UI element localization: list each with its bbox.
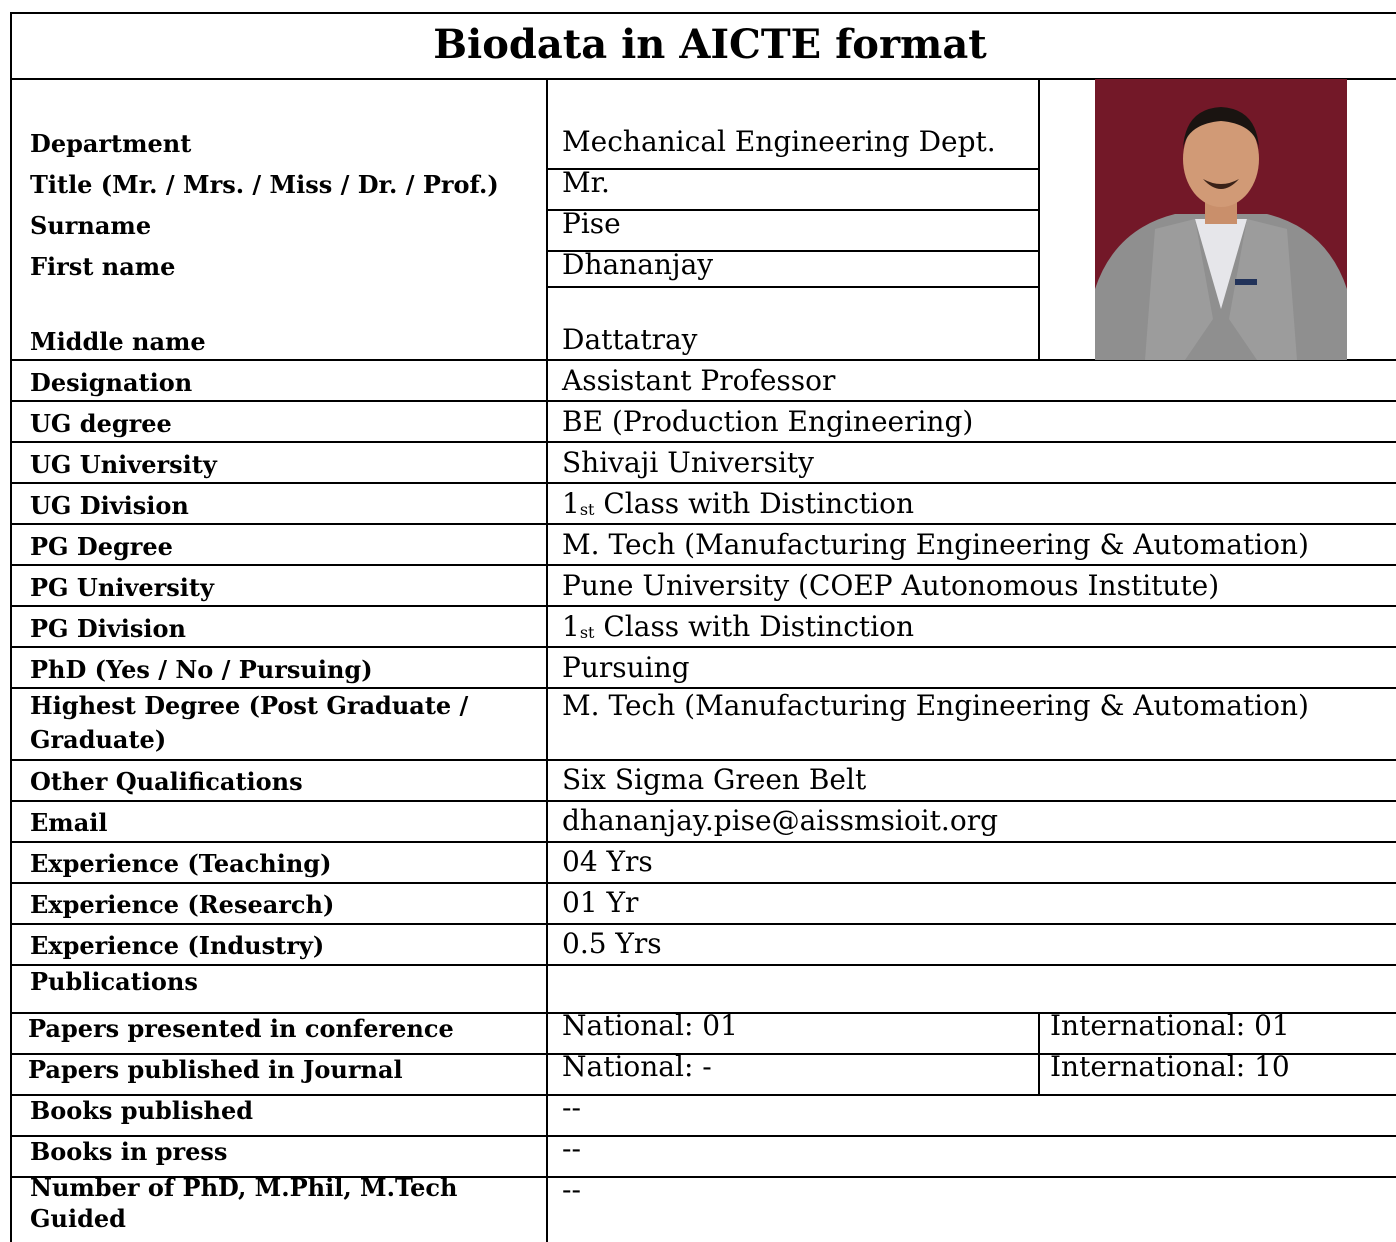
other-qualifications-value: Six Sigma Green Belt: [562, 763, 867, 796]
biodata-document: [10, 12, 1396, 1242]
experience-industry-value: 0.5 Yrs: [562, 927, 662, 960]
email-value: dhananjay.pise@aissmsioit.org: [562, 804, 998, 837]
profile-photo: [1095, 79, 1347, 360]
first-name-label: First name: [30, 252, 176, 281]
row-divider: [10, 800, 1396, 802]
department-value: Mechanical Engineering Dept.: [562, 125, 996, 158]
papers-conference-national: National: 01: [562, 1009, 738, 1042]
experience-research-value: 01 Yr: [562, 886, 639, 919]
publications-label: Publications: [30, 967, 198, 996]
column-divider: [546, 78, 548, 1242]
row-divider: [10, 882, 1396, 884]
ug-division-label: UG Division: [30, 491, 189, 520]
row-divider: [10, 923, 1396, 925]
pg-university-value: Pune University (COEP Autonomous Institute): [562, 569, 1220, 602]
phd-label: PhD (Yes / No / Pursuing): [30, 655, 373, 684]
pg-division-value: [562, 611, 914, 649]
pg-division-label: PG Division: [30, 614, 186, 643]
ordinal-suffix: st: [579, 623, 595, 642]
surname-value: Pise: [562, 207, 621, 240]
experience-research-label: Experience (Research): [30, 890, 335, 919]
papers-journal-national: National: -: [562, 1050, 712, 1083]
ug-university-value: Shivaji University: [562, 446, 814, 479]
row-divider: [10, 964, 1396, 966]
row-divider: [10, 482, 1396, 484]
department-label: Department: [30, 129, 192, 158]
papers-journal-label: Papers published in Journal: [28, 1055, 403, 1084]
highest-degree-value: M. Tech (Manufacturing Engineering & Automation): [562, 689, 1309, 722]
designation-label: Designation: [30, 368, 193, 397]
row-divider: [546, 168, 1040, 170]
row-divider: [10, 400, 1396, 402]
ug-university-label: UG University: [30, 450, 217, 479]
highest-degree-label-line1: Highest Degree (Post Graduate /: [30, 691, 469, 720]
email-label: Email: [30, 808, 108, 837]
ordinal-number: 1: [562, 610, 580, 643]
experience-industry-label: Experience (Industry): [30, 931, 325, 960]
other-qualifications-label: Other Qualifications: [30, 767, 303, 796]
ordinal-suffix: st: [579, 500, 595, 519]
pg-degree-value: M. Tech (Manufacturing Engineering & Automation): [562, 528, 1309, 561]
phd-value: Pursuing: [562, 651, 690, 684]
row-divider: [10, 441, 1396, 443]
row-divider: [10, 759, 1396, 761]
experience-teaching-label: Experience (Teaching): [30, 849, 332, 878]
division-text: Class with Distinction: [594, 610, 914, 643]
papers-conference-label: Papers presented in conference: [28, 1014, 454, 1043]
books-published-label: Books published: [30, 1096, 254, 1125]
books-in-press-label: Books in press: [30, 1137, 228, 1166]
middle-name-label: Middle name: [30, 327, 206, 356]
title-label: Title (Mr. / Mrs. / Miss / Dr. / Prof.): [30, 170, 499, 199]
pg-university-label: PG University: [30, 573, 214, 602]
row-divider: [10, 841, 1396, 843]
ug-degree-label: UG degree: [30, 409, 172, 438]
books-published-value: --: [562, 1091, 581, 1124]
highest-degree-label-line2: Graduate): [30, 725, 167, 754]
column-divider: [10, 12, 12, 1242]
document-title: Biodata in AICTE format: [10, 12, 1396, 78]
column-divider: [1038, 78, 1040, 361]
column-divider: [1038, 1012, 1040, 1095]
experience-teaching-value: 04 Yrs: [562, 845, 653, 878]
papers-conference-international: International: 01: [1050, 1009, 1290, 1042]
row-divider: [10, 605, 1396, 607]
division-text: Class with Distinction: [594, 487, 914, 520]
row-divider: [546, 286, 1040, 288]
books-in-press-value: --: [562, 1132, 581, 1165]
guided-value: --: [562, 1173, 581, 1206]
guided-label-line1: Number of PhD, M.Phil, M.Tech: [30, 1173, 458, 1202]
first-name-value: Dhananjay: [562, 248, 714, 281]
pg-degree-label: PG Degree: [30, 532, 173, 561]
papers-journal-international: International: 10: [1050, 1050, 1290, 1083]
middle-name-value: Dattatray: [562, 323, 698, 356]
title-value: Mr.: [562, 166, 610, 199]
guided-label-line2: Guided: [30, 1204, 126, 1233]
ug-division-value: [562, 488, 914, 526]
row-divider: [10, 564, 1396, 566]
surname-label: Surname: [30, 211, 152, 240]
designation-value: Assistant Professor: [562, 364, 836, 397]
ordinal-number: 1: [562, 487, 580, 520]
ug-degree-value: BE (Production Engineering): [562, 405, 974, 438]
